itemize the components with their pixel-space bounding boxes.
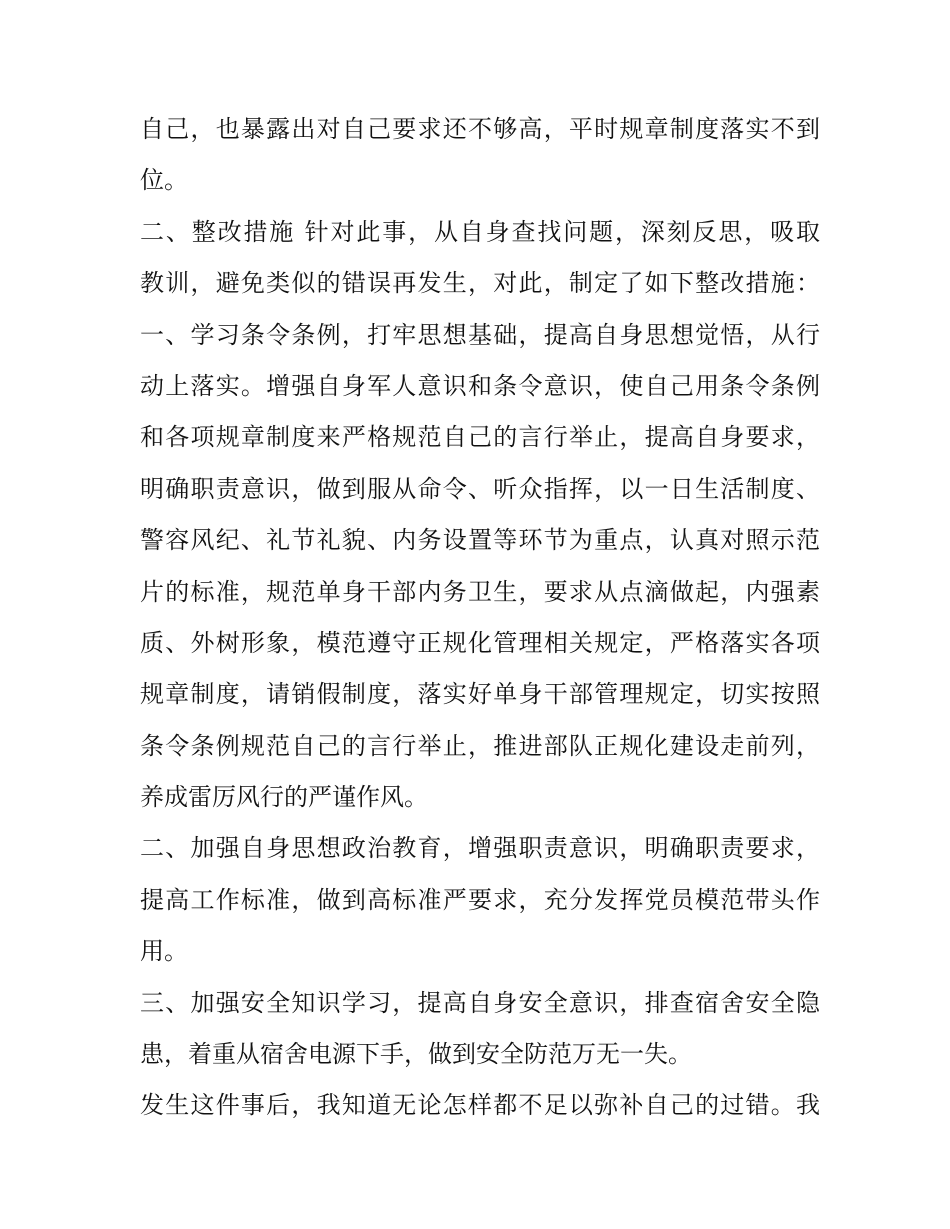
text-line: 片的标准，规范单身干部内务卫生，要求从点滴做起，内强素 — [140, 577, 820, 606]
text-line: 三、加强安全知识学习，提高自身安全意识，排查宿舍安全隐 — [140, 988, 820, 1017]
text-line: 和各项规章制度来严格规范自己的言行举止，提高自身要求， — [140, 423, 820, 452]
text-line: 明确职责意识，做到服从命令、听众指挥，以一日生活制度、 — [140, 474, 820, 503]
text-line: 自己，也暴露出对自己要求还不够高，平时规章制度落实不到 — [140, 115, 820, 143]
text-line: 二、加强自身思想政治教育，增强职责意识，明确职责要求， — [140, 834, 820, 863]
text-line: 警容风纪、礼节礼貌、内务设置等环节为重点，认真对照示范 — [140, 526, 820, 555]
text-line: 患，着重从宿舍电源下手，做到安全防范万无一失。 — [140, 1040, 692, 1069]
document-body — [140, 104, 820, 1132]
text-line: 一、学习条令条例，打牢思想基础，提高自身思想觉悟，从行 — [140, 320, 820, 349]
text-line: 条令条例规范自己的言行举止，推进部队正规化建设走前列， — [140, 731, 820, 760]
text-line: 养成雷厉风行的严谨作风。 — [140, 783, 428, 812]
text-line: 二、整改措施 针对此事，从自身查找问题，深刻反思，吸取 — [140, 217, 820, 246]
text-line: 位。 — [140, 166, 188, 195]
text-line: 质、外树形象，模范遵守正规化管理相关规定，严格落实各项 — [140, 628, 820, 657]
text-line: 提高工作标准，做到高标准严要求，充分发挥党员模范带头作 — [140, 885, 820, 914]
text-line: 动上落实。增强自身军人意识和条令意识，使自己用条令条例 — [140, 371, 820, 400]
text-line: 发生这件事后，我知道无论怎样都不足以弥补自己的过错。我 — [140, 1091, 820, 1120]
text-line: 规章制度，请销假制度，落实好单身干部管理规定，切实按照 — [140, 680, 820, 709]
text-line: 用。 — [140, 937, 188, 966]
text-line: 教训，避免类似的错误再发生，对此，制定了如下整改措施： — [140, 269, 820, 298]
